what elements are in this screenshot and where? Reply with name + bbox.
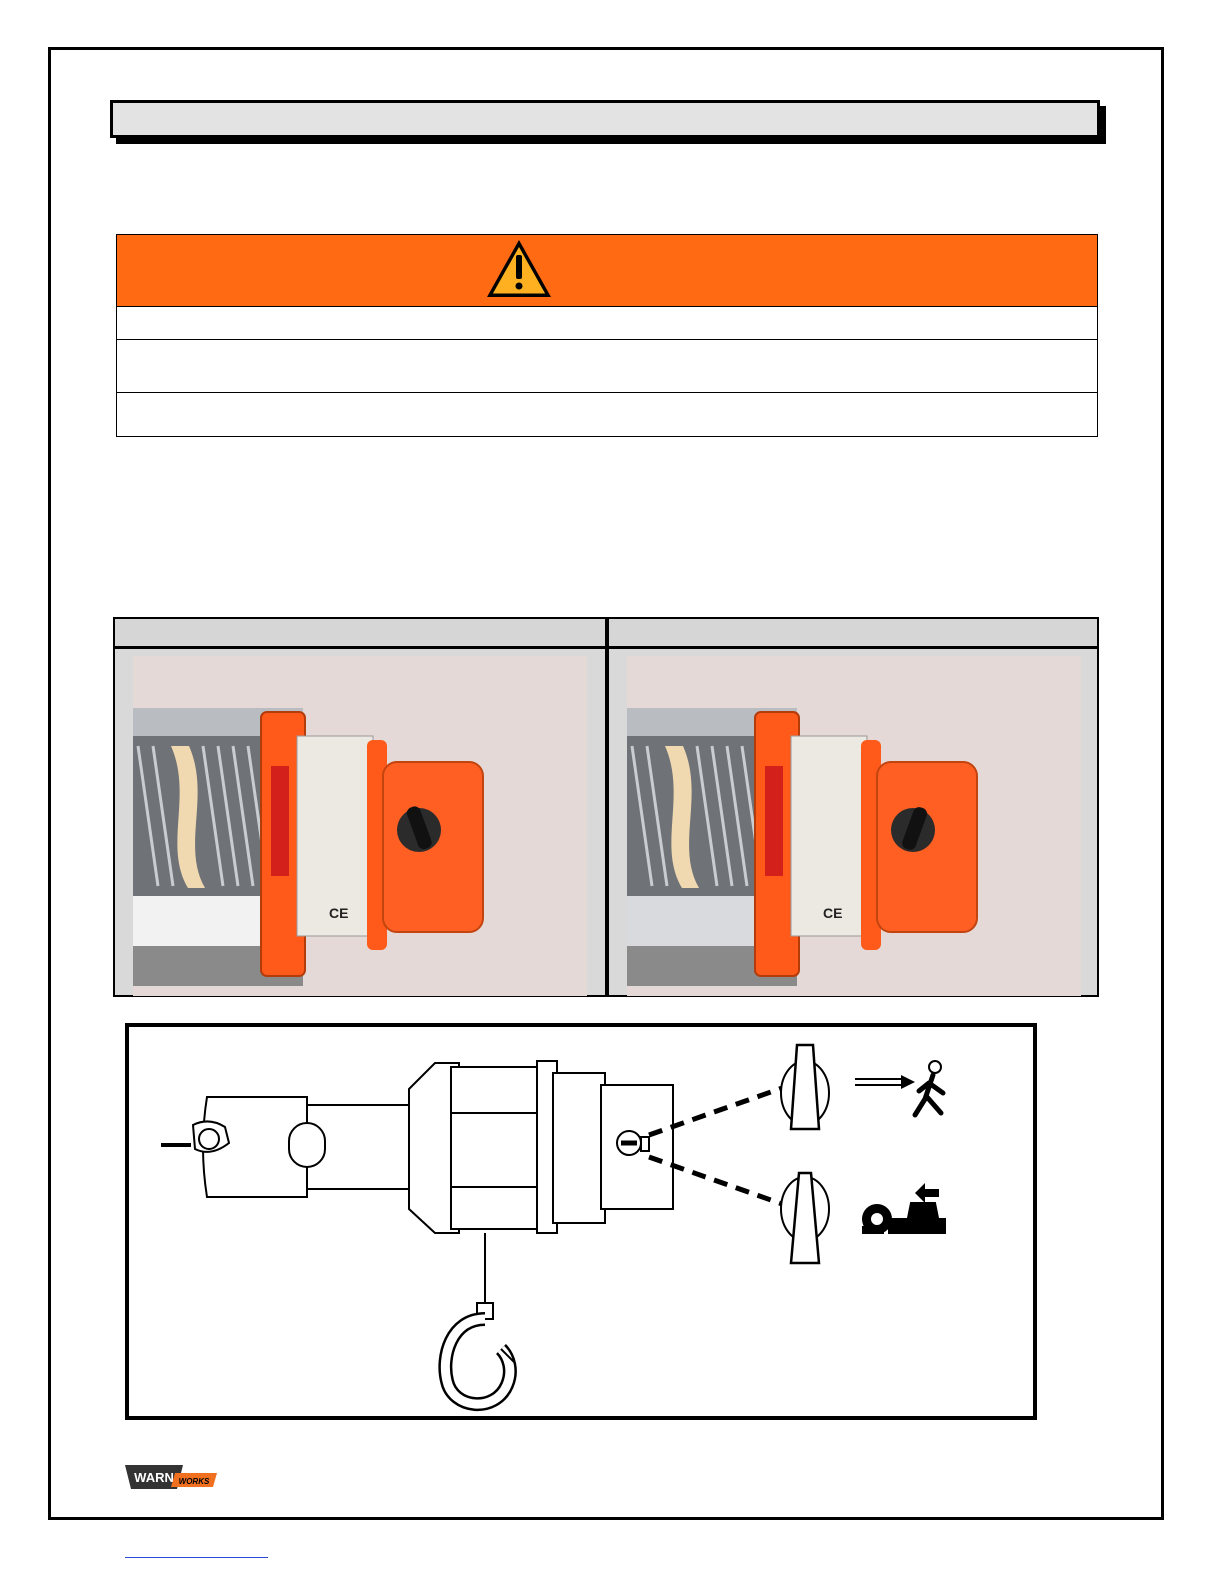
winch-photo-engaged (627, 656, 1081, 996)
logo-brand-text: WARN (134, 1470, 174, 1485)
person-walking-icon (855, 1061, 943, 1115)
warning-row (117, 394, 1097, 436)
section-title-bar (110, 100, 1100, 138)
svg-text:CE: CE (329, 905, 349, 921)
winch-drum-icon (863, 1183, 945, 1233)
clutch-knob-free-spool-icon (781, 1045, 829, 1129)
warning-box (116, 234, 1098, 437)
logo-sub-text: WORKS (178, 1477, 210, 1486)
footer-link-underline (125, 1557, 268, 1558)
photo-cell-right (609, 652, 1097, 995)
motor-end (161, 1097, 325, 1197)
clutch-knob-engaged-icon (781, 1173, 829, 1263)
warn-works-logo (125, 1465, 217, 1489)
warning-row (117, 341, 1097, 393)
winch-photo-free-spool (133, 656, 587, 996)
photo-col-header-left (115, 619, 605, 649)
warning-row (117, 308, 1097, 340)
photo-cell-left (115, 652, 605, 995)
svg-text:CE: CE (823, 905, 843, 921)
photo-table (113, 617, 1099, 997)
winch-diagram (125, 1023, 1037, 1420)
hook-icon (445, 1233, 515, 1404)
warning-triangle-icon (484, 237, 554, 299)
warning-header (117, 235, 1097, 307)
photo-col-header-right (609, 619, 1097, 649)
